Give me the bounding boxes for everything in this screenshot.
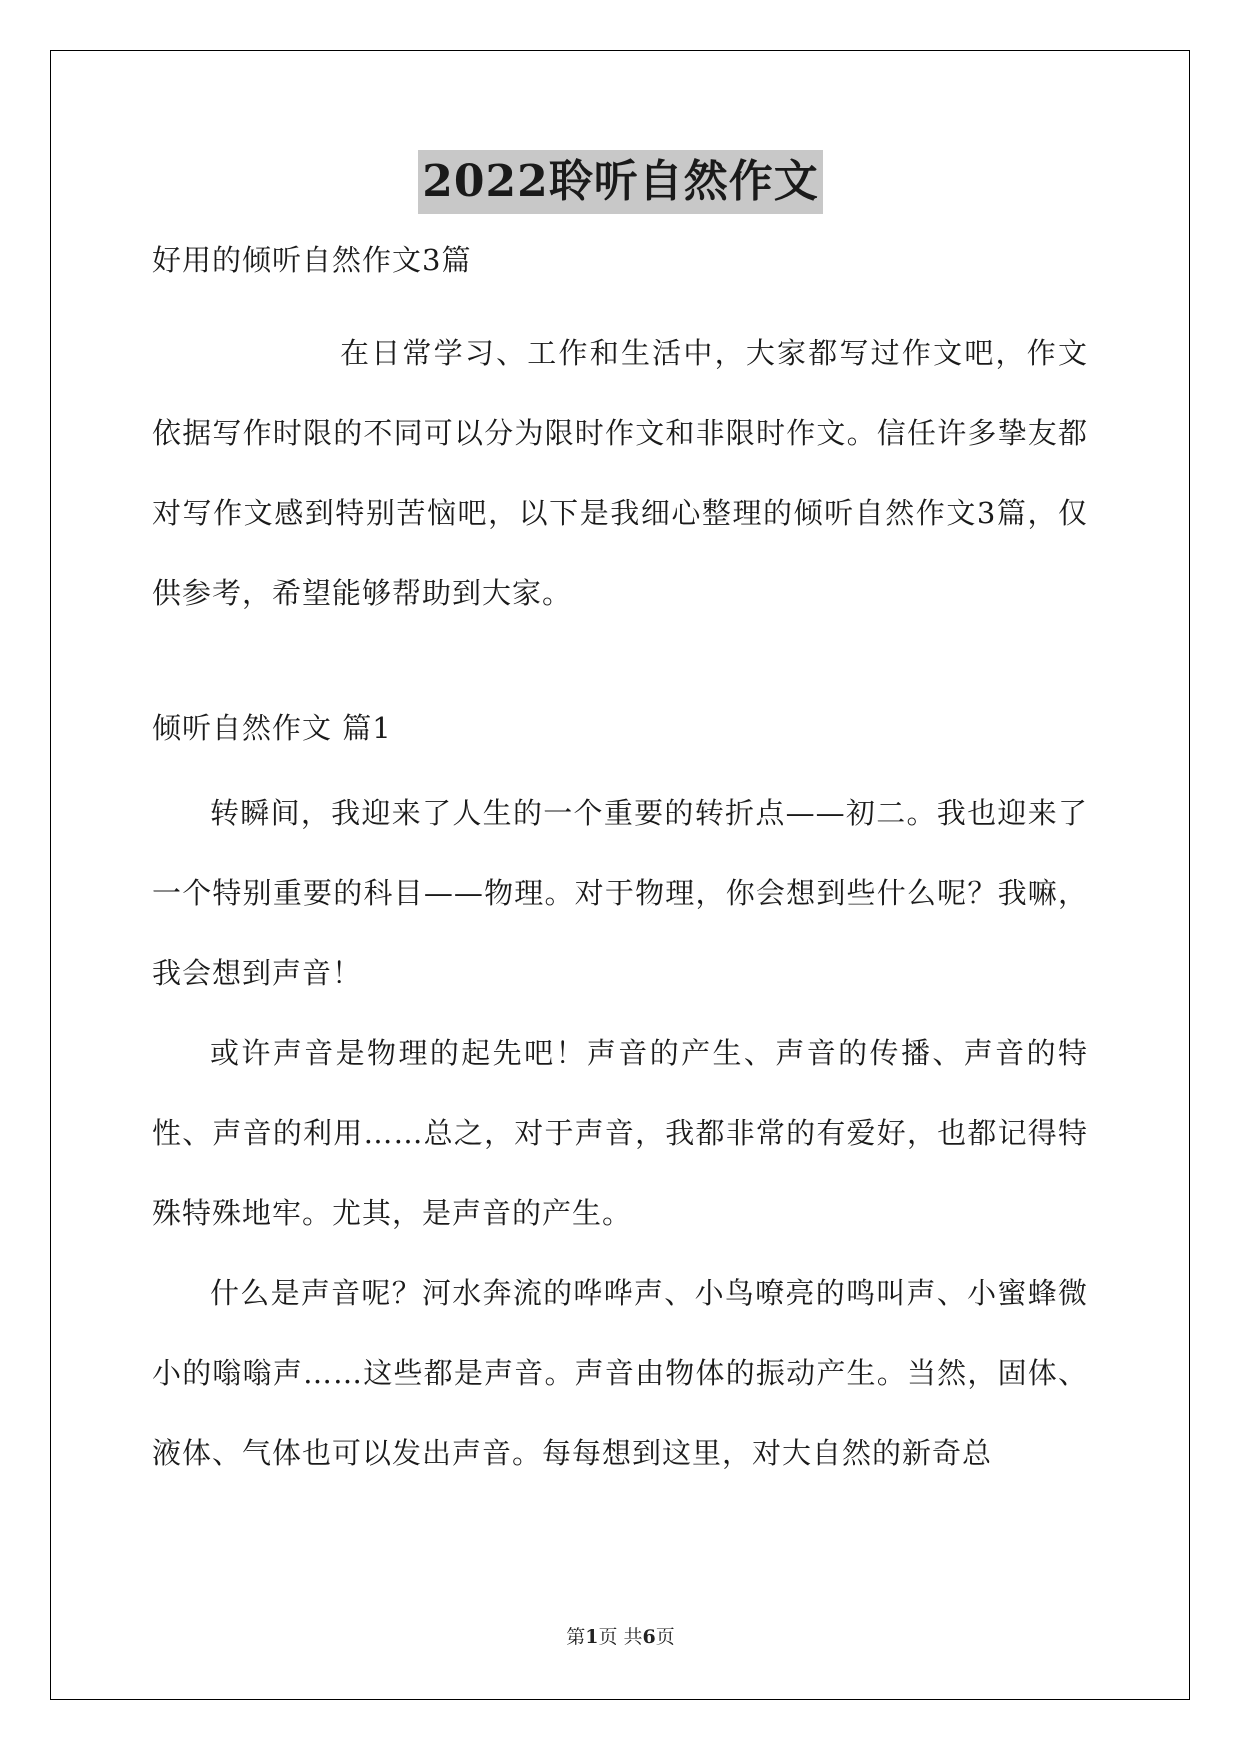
- footer-prefix: 第: [566, 1626, 586, 1648]
- title-wrap: [0, 150, 1241, 214]
- document-body: [152, 235, 1088, 1493]
- document-title: 2022聆听自然作文: [418, 150, 822, 214]
- body-paragraph-1: 转瞬间，我迎来了人生的一个重要的转折点——初二。我也迎来了一个特别重要的科目——物理。对于物理，你会想到些什么呢？我嘛，我会想到声音！: [152, 796, 1088, 990]
- footer-suffix: 页: [655, 1626, 675, 1648]
- footer-page-total: 6: [642, 1626, 656, 1648]
- document-subtitle: 好用的倾听自然作文3篇: [152, 243, 472, 277]
- body-paragraph-3: 什么是声音呢？河水奔流的哗哗声、小鸟嘹亮的鸣叫声、小蜜蜂微小的嗡嗡声……这些都是声音。声音由物体的振动产生。当然，固体、液体、气体也可以发出声音。每每想到这里，对大自然的新奇总: [152, 1276, 1088, 1470]
- footer-mid: 页 共: [598, 1626, 643, 1648]
- intro-paragraph: 在日常学习、工作和生活中，大家都写过作文吧，作文依据写作时限的不同可以分为限时作文和非限时作文。信任许多挚友都对写作文感到特别苦恼吧，以下是我细心整理的倾听自然作文3篇，仅供参考，希望能够帮助到大家。: [152, 336, 1088, 610]
- body-paragraph-2: 或许声音是物理的起先吧！声音的产生、声音的传播、声音的特性、声音的利用……总之，对于声音，我都非常的有爱好，也都记得特殊特殊地牢。尤其，是声音的产生。: [152, 1036, 1088, 1230]
- footer-page-current: 1: [585, 1626, 599, 1648]
- section-heading: 倾听自然作文 篇1: [152, 711, 392, 745]
- page-footer: [0, 1625, 1241, 1649]
